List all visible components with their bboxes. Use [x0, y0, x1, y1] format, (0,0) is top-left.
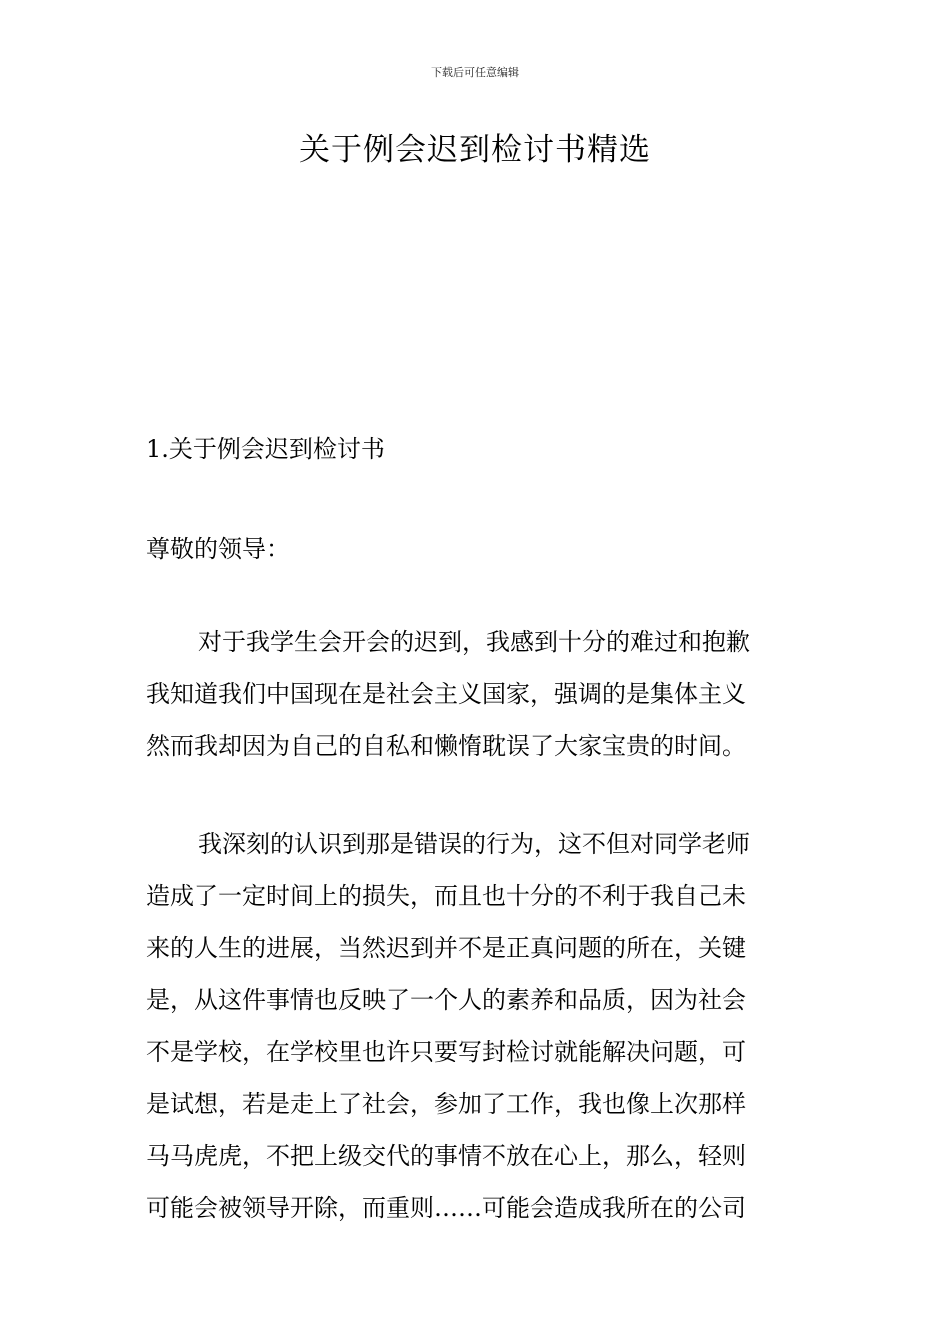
paragraph-line: 马马虎虎，不把上级交代的事情不放在心上，那么，轻则 — [146, 1142, 746, 1170]
paragraph-line: 可能会被领导开除，而重则……可能会造成我所在的公司 — [146, 1194, 746, 1222]
salutation: 尊敬的领导： — [146, 535, 290, 563]
body-paragraph — [146, 616, 816, 772]
paragraph-line: 来的人生的进展，当然迟到并不是正真问题的所在，关键 — [146, 934, 746, 962]
paragraph-line: 我深刻的认识到那是错误的行为，这不但对同学老师 — [198, 830, 750, 858]
document-title: 关于例会迟到检讨书精选 — [299, 132, 651, 168]
header-note: 下载后可任意编辑 — [431, 66, 519, 79]
paragraph-line: 我知道我们中国现在是社会主义国家，强调的是集体主义 — [146, 680, 746, 708]
section-heading: 1.关于例会迟到检讨书 — [146, 435, 385, 463]
paragraph-line: 是试想，若是走上了社会，参加了工作，我也像上次那样 — [146, 1090, 746, 1118]
paragraph-line: 然而我却因为自己的自私和懒惰耽误了大家宝贵的时间。 — [146, 732, 746, 760]
paragraph-line: 对于我学生会开会的迟到，我感到十分的难过和抱歉 — [198, 628, 750, 656]
body-paragraph — [146, 818, 816, 1234]
paragraph-line: 是，从这件事情也反映了一个人的素养和品质，因为社会 — [146, 986, 746, 1014]
paragraph-line: 不是学校，在学校里也许只要写封检讨就能解决问题，可 — [146, 1038, 746, 1066]
paragraph-line: 造成了一定时间上的损失，而且也十分的不利于我自己未 — [146, 882, 746, 910]
